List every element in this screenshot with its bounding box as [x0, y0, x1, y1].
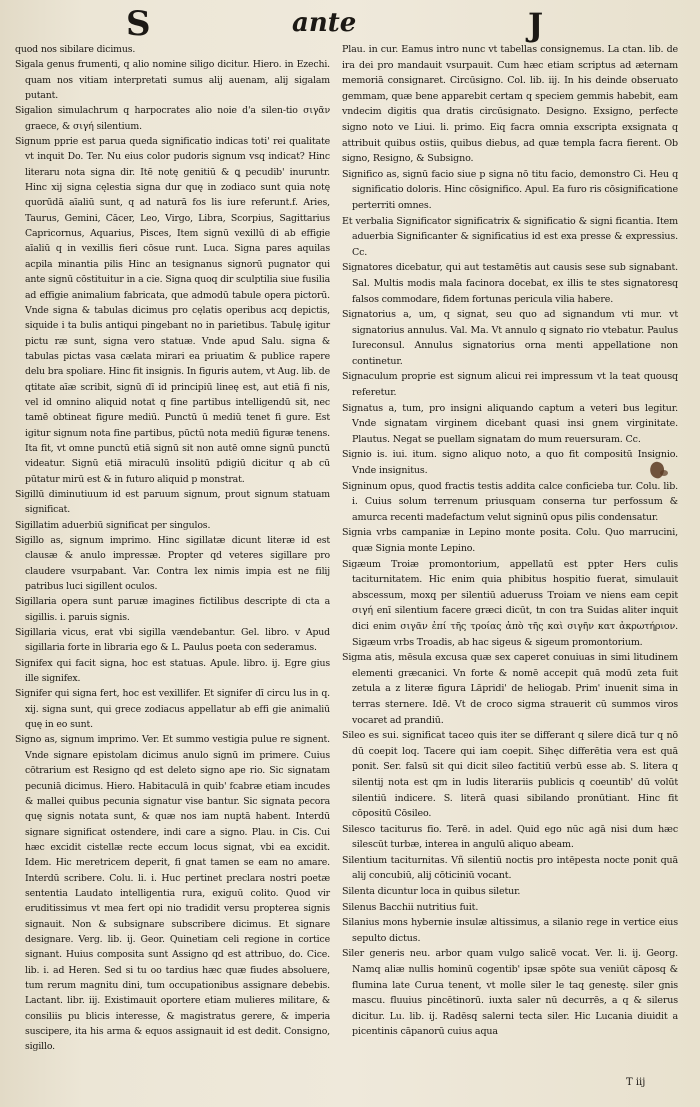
entry-paragraph: Sigala genus frumenti, q alio nomine siligo dicitur. Hiero. in Ezechi. quam nos vitiam interpretati sumus alij auenam, alij sigalam putant.	[15, 59, 330, 102]
entry-paragraph: Silentium taciturnitas. Vñ silentiū noctis pro intēpesta nocte ponit quā alij concubiū, alij cōticiniū vocant.	[342, 854, 678, 882]
entry-paragraph: Silesco taciturus fio. Terē. in adel. Quid ego nūc agā nisi dum hæc silescūt turbæ, interea in angulū aliquo abeam.	[342, 823, 678, 851]
entry-paragraph: Silenta dicuntur loca in quibus siletur.	[342, 886, 521, 898]
entry-paragraph: Sigillū diminutiuum id est paruum signum, prout signum statuam significat.	[15, 488, 330, 516]
signature-mark: T iij	[626, 1077, 646, 1088]
entry-paragraph: Sigalion simulachrum q harpocrates alio noie d'a silen-tio σιγᾶν graece, & σιγή silentium.	[15, 105, 330, 132]
entry-paragraph: Sigæum Troiæ promontorium, appellatū est ppter Hers culis taciturnitatem. Hic enim quia phibitus hospitio fuerat, simulauit abscessum, moxq per silentiū adueruss Troiam ve niens eam cepit σιγή enī silentium facere græci dicūt, tn con tra Suidas aliter inquit dici enim σιγᾶν ἐπί τῆς τροίας ἀπὸ τῆς καὶ σιγῆν κατ ἀκρωτήριον. Sigæum vrbs Troadis, ab hac sigeus & sigeum promontorium.	[342, 558, 678, 648]
entry-paragraph: Signatus a, tum, pro insigni aliquando captum a veteri bus legitur. Vnde signatam virginem dicebant quasi insi gnem virginitate. Plautus. Negat se puellam signatam do mum reuersuram. Cc.	[342, 402, 678, 445]
entry-paragraph: Signatores dicebatur, qui aut testamētis aut causis sese sub signabant. Sal. Multis modis mala facinora docebat, ex illis te stes signatoresq falsos commodare, fidem fortunas pericula vilia habere.	[342, 262, 678, 305]
ink-stain	[660, 470, 668, 476]
entry-paragraph: Signatorius a, um, q signat, seu quo ad signandum vti mur. vt signatorius annulus. Val. Ma. Vt annulo q signato rio vtebatur. Paulus Iureconsul. Annulus signatorius orna menti appellatione non continetur.	[342, 309, 678, 367]
entry-paragraph: Signinum opus, quod fractis testis addita calce conficieba tur. Colu. lib. i. Cuius solum terrenum priusquam conserna tur perfossum & amurca recenti madefactum velut signinū opus pilis condensatur.	[342, 480, 678, 523]
page-header	[0, 4, 700, 44]
entry-paragraph: Signifer qui signa fert, hoc est vexillifer. Et signifer dī circu lus in q. xij. signa sunt, qui grece zodiacus appellatur ab effi gie animaliū quę in eo sunt.	[15, 688, 330, 731]
entry-paragraph: Siler generis neu. arbor quam vulgo salicē vocat. Ver. li. ij. Georg. Namq aliæ nullis hominū cogentib' ipsæ spōte sua veniūt cāposq & flumina late Curua tenent, vt molle siler le taq genestę. siler gnis mascu. fluuius pincētinorū. iuxta saler nū decurrēs, a q & silerus dicitur. Lu. lib. ij. Radēsq salerni tecta siler. Hic Lucania diuidit a picentinis cāpanorū cuius aqua	[342, 948, 678, 1038]
entry-paragraph: Sigillatim aduerbiū significat per singulos.	[15, 519, 211, 531]
entry-paragraph: Signo as, signum imprimo. Ver. Et summo vestigia pulue re signent. Vnde signare epistolam dicimus anulo signū im primere. Cuius cōtrarium est Resigno qd est deleto signo ape rio. Sic signatam pecuniā dicimus. Hiero. Habitaculā in quib' fcabræ etiam incudes & mallei quibus pecunia signatur vise bantur. Sic signata pecora quę signis notata sunt, & quæ nos iam nuptā habent. Interdū signare significat ostendere, indi care a signo. Plau. in Cis. Cui hæc excidit cistellæ recte eccum locus signat, vbi ea excidit. Idem. Hic meretricem deperit, fi gnat tamen se eam no amare. Interdū scribere. Colu. li. i. Huc pertinet preclara nostri poetæ sententia Laudato intelligentia rura, exiguū colito. Quod vir eruditissimus vt mea fert opi nio tradidit versu propterea signis signauit. Non & subsignare subscribere dicimus. Et signare designare. Verg. lib. ij. Geor. Quinetiam celi regione in cortice signant. Huius composita sunt Assigno qd est attribuo, do. Cice. lib. i. ad Heren. Sed si tu oo tardius hæc quæ fiudes absoluere, tum rerum magnitu dini, tum occupationibus assignare debebis. Lactant. libr. iij. Existimauit oportere etiam mulieres militare, & consiliis pu blicis interesse, & magistratus gerere, & imperia suscipere, ita his arma & equos assignauit id est dedit. Consigno, sigillo.	[15, 734, 330, 1053]
header-left-initial: S	[126, 4, 151, 44]
entry-paragraph: Sigillaria vicus, erat vbi sigilla vændebantur. Gel. libro. v Apud sigillaria forte in libraria ego & L. Paulus poeta con sederamus.	[15, 627, 330, 654]
entry-paragraph: Signio is. iui. itum. signo aliquo noto, a quo fit compositū Insignio. Vnde insignitus.	[342, 449, 678, 477]
entry-paragraph: Signaculum proprie est signum alicui rei impressum vt la teat quousq referetur.	[342, 371, 678, 399]
entry-paragraph: Sileo es sui. significat taceo quis iter se differant q silere dicā tur q nō dū coepit loq. Tacere qui iam coepit. Sihęc differētia vera est quā ponit. Ser. falsū sit qui dicit sileo factitiū verbū esse ab. S. litera q silentij nota est qm in ludis literariis publicis q coeuntib' dū volūt silentiū indicere. S. literā quasi sibilando pronūtiant. Hinc fit cōpositū Cōsileo.	[342, 730, 678, 820]
entry-paragraph: Sigillo as, signum imprimo. Hinc sigillatæ dicunt literæ id est clausæ & anulo impressæ. Propter qd veteres sigillare pro claudere vsurpabant. Var. Contra lex nimis impia est ne filij patribus luci sigillent oculos.	[15, 535, 330, 593]
entry-paragraph: Sigillaria opera sunt paruæ imagines fictilibus descripte di cta a sigillis. i. paruis signis.	[15, 596, 330, 623]
entry-paragraph: Silenus Bacchii nutritius fuit.	[342, 901, 479, 913]
entry-paragraph: Signifex qui facit signa, hoc est statuas. Apule. libro. ij. Egre gius ille signifex.	[15, 657, 330, 685]
entry-paragraph: Plau. in cur. Eamus intro nunc vt tabellas consignemus. La ctan. lib. de ira dei pro mandauit vsurpauit. Cum hæc etiam scriptus ad æternam memoriā consignaret. Circūsigno. Col. lib. iij. In his deinde obseruato gemmam, quæ bene apparebit certam q speciem gemmis habebit, eam vndecim digitis qua dratis circūsignato. Designo. Exsigno, perfecte signo noto ve Liui. li. primo. Eiq facra omnia exscripta exsignata q attribuit quibus ostiis, quibus diebus, ad quæ templa facra fierent. Ob signo, Resigno, & Subsigno.	[342, 44, 678, 165]
entry-paragraph: Signia vrbs campaniæ in Lepino monte posita. Colu. Quo marrucini, quæ Signia monte Lepino.	[342, 527, 678, 554]
entry-paragraph: Et verbalia Significator significatrix & significatio & signi ficantia. Item aduerbia Significanter & significatius id est exa presse & expressius. Cc.	[342, 215, 678, 258]
entry-paragraph: Sigma atis, mēsula excusa quæ sex caperet conuiuas in simi litudinem elementi græcanici. Vn forte & nomē accepit quā modū zeta fuit zetula a z literæ figura Lāpridi' de heliogab. Prim' inuenit sima in terras sternere. Idē. Vt de croco sigma strauerit cū summos viros vocaret ad prandiū.	[342, 652, 678, 726]
left-text-column	[15, 42, 330, 1055]
entry-paragraph: quod nos sibilare dicimus.	[15, 44, 136, 55]
entry-paragraph: Silanius mons hybernie insulæ altissimus, a silanio rege in vertice eius sepulto dictus.	[342, 917, 678, 944]
entry-paragraph: Signum pprie est parua queda significatio indicas toti' rei qualitate vt inquit Do. Ter. Nu eius color pudoris signum vsq indicat? Hinc literaru nota signa dir. Itē notę genitiū & ꝗ pecudib' inuruntr. Hinc xij signa cęlestia signa dur quę in zodiaco sunt quia notę quorūdā aīaliū sunt, q ad naturā fos lis iure referunt.f. Aries, Taurus, Gemini, Cācer, Leo, Virgo, Libra, Scorpius, Sagittarius Capricornus, Aquarius, Pisces, Item signū vexillū di ab effigie aīaliū q in vexillis fieri cōsue runt. Luca. Signa pares aquilas acpila minantia pilis Hinc an tesignanus signorū pugnator qui ante signū cōstituitur in a cie. Signa quoq dir sculptilia siue fusilia ad effigie animalium fabricata, que admodū tabule opera pictorū. Vnde signa & tabulas dicimus pro cęlatis operibus acq depictis, siquide i ta bulis antiqui pingebant no in parietibus. Tabulę igitur pictu ræ sunt, signa vero statuæ. Vnde apud Salu. signa & tabulas pictas vasa cælata mirari ea priuatim & publice rapere delu bra spoliare. Hinc fit insignis. In figuris autem, vt Aug. lib. de qtitate aīæ scribit, signū dī id principiū lineę est, aut etiā fi nis, vel id omnino aliquid notat q fine partibus intelligendū sit, nec tamē obtineat figure mediū. Punctū ū mediū tenet fi gure. Est igitur signum nota fine partibus, pūctū nota mediū figuræ tenens. Ita fit, vt omne punctū etiā signū sit non autē omne signū punctū videatur. Signū etiā miraculū insolitū pdigiū dicitur q ab cū pūtatur mirū est & in futuro aliquid p monstrat.	[15, 136, 330, 485]
header-right-initial: J	[528, 6, 544, 44]
right-text-column	[342, 42, 678, 1040]
page-running-title: ante	[292, 8, 357, 38]
entry-paragraph: Significo as, signū facio siue p signa nō titu facio, demonstro Ci. Heu q significatio doloris. Hinc cōsignifico. Apul. Ea furo ris cōsignificatione perterriti omnes.	[342, 168, 678, 211]
